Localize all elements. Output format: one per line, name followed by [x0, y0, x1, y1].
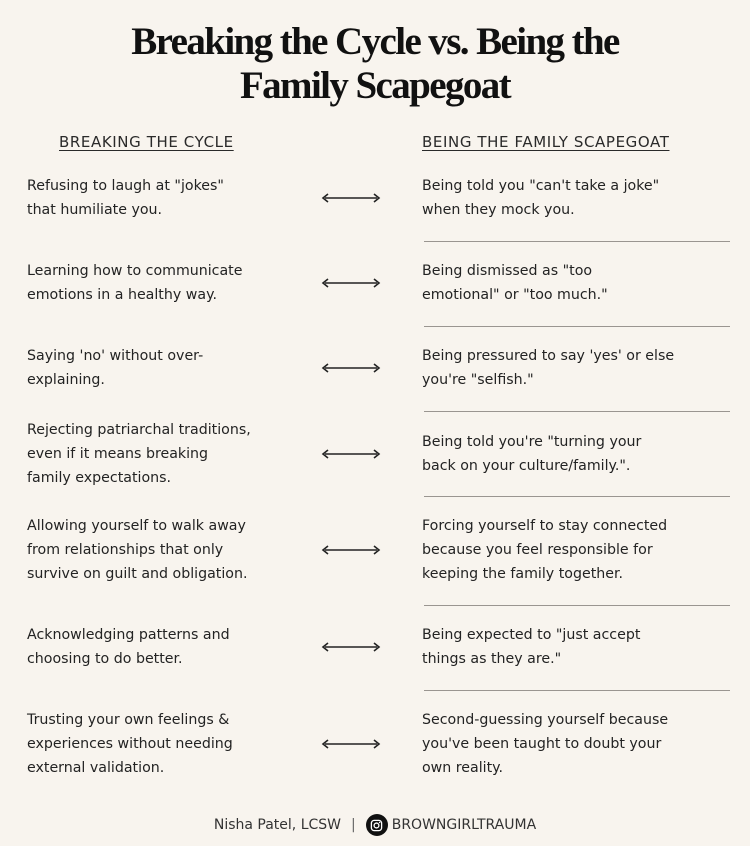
text-line: Trusting your own feelings &	[27, 712, 230, 728]
scapegoat-text	[422, 514, 742, 586]
comparison-row	[0, 708, 750, 780]
text-line: Second-guessing yourself because	[422, 712, 669, 728]
text-line: back on your culture/family.".	[422, 458, 631, 474]
text-line: external validation.	[27, 760, 165, 776]
text-line: keeping the family together.	[422, 566, 624, 582]
separator: |	[351, 817, 356, 833]
breaking-cycle-text	[27, 344, 312, 392]
instagram-icon	[366, 814, 388, 836]
text-line: experiences without needing	[27, 736, 233, 752]
scapegoat-text	[422, 418, 742, 490]
scapegoat-text	[422, 259, 742, 307]
text-line: Learning how to communicate	[27, 263, 243, 279]
comparison-row	[0, 623, 750, 671]
text-line: explaining.	[27, 372, 105, 388]
text-line: Being expected to "just accept	[422, 627, 641, 643]
title-line-2: Family Scapegoat	[239, 64, 511, 107]
instagram-handle: BROWNGIRLTRAUMA	[391, 817, 537, 833]
divider	[424, 690, 730, 691]
footer	[0, 814, 750, 836]
breaking-cycle-text	[27, 259, 312, 307]
double-arrow-icon	[321, 192, 381, 204]
text-line: Refusing to laugh at "jokes"	[27, 178, 224, 194]
comparison-row	[0, 344, 750, 392]
text-line: from relationships that only	[27, 542, 224, 558]
text-line: family expectations.	[27, 470, 172, 486]
double-arrow-icon	[321, 448, 381, 460]
text-line: Saying 'no' without over-	[27, 348, 204, 364]
comparison-row	[0, 418, 750, 490]
scapegoat-text	[422, 623, 742, 671]
text-line: Being told you're "turning your	[422, 434, 642, 450]
text-line: when they mock you.	[422, 202, 575, 218]
text-line: Being pressured to say 'yes' or else	[422, 348, 675, 364]
page-title	[0, 20, 750, 108]
double-arrow-icon	[321, 738, 381, 750]
divider	[424, 605, 730, 606]
scapegoat-text	[422, 174, 742, 222]
column-header-scapegoat: BEING THE FAMILY SCAPEGOAT	[422, 133, 670, 151]
breaking-cycle-text	[27, 514, 312, 586]
breaking-cycle-text	[27, 174, 312, 222]
divider	[424, 326, 730, 327]
text-line: own reality.	[422, 760, 504, 776]
scapegoat-text	[422, 708, 742, 780]
divider	[424, 241, 730, 242]
text-line: Being told you "can't take a joke"	[422, 178, 660, 194]
double-arrow-icon	[321, 544, 381, 556]
text-line: things as they are."	[422, 651, 562, 667]
text-line: because you feel responsible for	[422, 542, 653, 558]
breaking-cycle-text	[27, 708, 312, 780]
column-header-breaking-cycle: BREAKING THE CYCLE	[59, 133, 234, 151]
text-line: you've been taught to doubt your	[422, 736, 662, 752]
text-line: that humiliate you.	[27, 202, 163, 218]
comparison-row	[0, 174, 750, 222]
text-line: Allowing yourself to walk away	[27, 518, 246, 534]
comparison-row	[0, 259, 750, 307]
scapegoat-text	[422, 344, 742, 392]
breaking-cycle-text	[27, 623, 312, 671]
text-line: Acknowledging patterns and	[27, 627, 230, 643]
breaking-cycle-text	[27, 418, 312, 490]
text-line: emotions in a healthy way.	[27, 287, 217, 303]
double-arrow-icon	[321, 277, 381, 289]
divider	[424, 496, 730, 497]
text-line: choosing to do better.	[27, 651, 183, 667]
divider	[424, 411, 730, 412]
author-credit: Nisha Patel, LCSW	[213, 817, 341, 833]
text-line: emotional" or "too much."	[422, 287, 608, 303]
text-line: Forcing yourself to stay connected	[422, 518, 668, 534]
text-line: even if it means breaking	[27, 446, 209, 462]
text-line: Rejecting patriarchal traditions,	[27, 422, 251, 438]
text-line: you're "selfish."	[422, 372, 534, 388]
text-line: survive on guilt and obligation.	[27, 566, 248, 582]
double-arrow-icon	[321, 641, 381, 653]
comparison-row	[0, 514, 750, 586]
double-arrow-icon	[321, 362, 381, 374]
text-line: Being dismissed as "too	[422, 263, 593, 279]
title-line-1: Breaking the Cycle vs. Being the	[131, 20, 619, 63]
